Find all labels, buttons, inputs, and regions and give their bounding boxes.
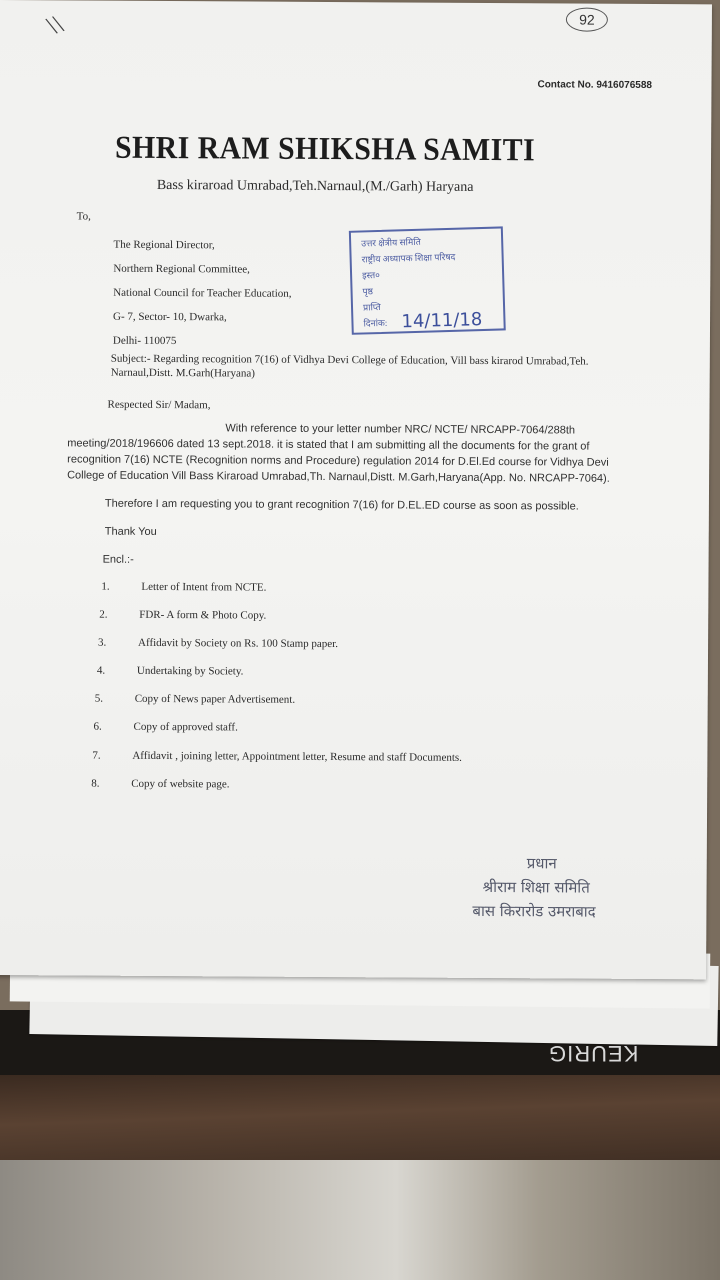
enclosure-number: 6. <box>93 720 102 733</box>
enclosure-number: 3. <box>98 636 107 649</box>
enclosure-number: 5. <box>94 692 104 705</box>
paragraph-line: College of Education Vill Bass Kiraroad Umrabad,Th. Narnaul,Distt. M.Garh,Haryana(App. No. NRCAPP-7064). <box>67 469 610 485</box>
enclosure-item: FDR- A form & Photo Copy. <box>139 608 267 622</box>
stamp-date: 14/11/18 <box>401 309 483 333</box>
recipient-line: G- 7, Sector- 10, Dwarka, <box>113 310 227 324</box>
request-paragraph: Therefore I am requesting you to grant recognition 7(16) for D.EL.ED course as soon as possible. <box>104 497 579 513</box>
stamp-line: इस्त० <box>361 269 380 281</box>
subject-line: Narnaul,Distt. M.Garh(Haryana) <box>110 366 255 380</box>
contact-number: Contact No. 9416076588 <box>537 79 653 91</box>
paragraph-line: meeting/2018/196606 dated 13 sept.2018. it is stated that I am submitting all the documents for the grant of <box>67 437 590 453</box>
enclosure-item: Affidavit , joining letter, Appointment letter, Resume and staff Documents. <box>132 749 462 764</box>
enclosure-item: Copy of approved staff. <box>133 720 238 734</box>
keurig-brand-label: KEURIG <box>548 1041 639 1066</box>
stamp-line: पृष्ठ <box>362 286 374 297</box>
recipient-line: The Regional Director, <box>113 238 215 252</box>
to-label: To, <box>76 210 91 223</box>
floor-area <box>0 1160 720 1280</box>
received-stamp <box>349 226 506 334</box>
recipient-line: National Council for Teacher Education, <box>113 286 292 300</box>
recipient-line: Delhi- 110075 <box>112 334 177 348</box>
enclosure-number: 1. <box>101 580 110 593</box>
organization-title: SHRI RAM SHIKSHA SAMITI <box>114 128 536 168</box>
page-number-circle: 92 <box>566 7 608 31</box>
stamp-line: दिनांक: <box>363 317 388 329</box>
signature-organization: श्रीराम शिक्षा समिति <box>482 877 590 897</box>
paragraph-line: With reference to your letter number NRC/ NCTE/ NRCAPP-7064/288th <box>225 422 576 437</box>
signature-title: प्रधान <box>526 854 557 873</box>
organization-address: Bass kiraroad Umrabad,Teh.Narnaul,(M./Garh) Haryana <box>156 177 474 195</box>
enclosure-number: 4. <box>96 664 106 677</box>
enclosure-label: Encl.:- <box>102 553 134 566</box>
enclosure-number: 8. <box>91 777 100 790</box>
subject-line: Subject:- Regarding recognition 7(16) of Vidhya Devi College of Education, Vill bass kirarod Umrabad,Teh. <box>110 352 589 368</box>
stamp-line: राष्ट्रीय अध्यापक शिक्षा परिषद <box>361 251 456 265</box>
signature-address: बास किरारोड उमराबाद <box>472 901 596 921</box>
paragraph-line: recognition 7(16) NCTE (Recognition norms and Procedure) regulation 2014 for D.El.Ed course for Vidhya Devi <box>67 453 609 469</box>
enclosure-item: Letter of Intent from NCTE. <box>141 580 267 594</box>
enclosure-item: Copy of News paper Advertisement. <box>134 692 296 706</box>
corner-mark: \\ <box>43 8 67 41</box>
enclosure-number: 2. <box>99 608 108 621</box>
salutation: Respected Sir/ Madam, <box>107 398 211 412</box>
closing: Thank You <box>104 525 157 538</box>
stamp-line: उत्तर क्षेत्रीय समिति <box>361 236 421 249</box>
enclosure-item: Undertaking by Society. <box>136 664 244 678</box>
enclosure-item: Copy of website page. <box>131 777 230 791</box>
stamp-line: प्राप्ति <box>362 301 381 313</box>
enclosure-number: 7. <box>92 749 101 762</box>
recipient-line: Northern Regional Committee, <box>113 262 250 276</box>
enclosure-item: Affidavit by Society on Rs. 100 Stamp paper. <box>138 636 339 651</box>
